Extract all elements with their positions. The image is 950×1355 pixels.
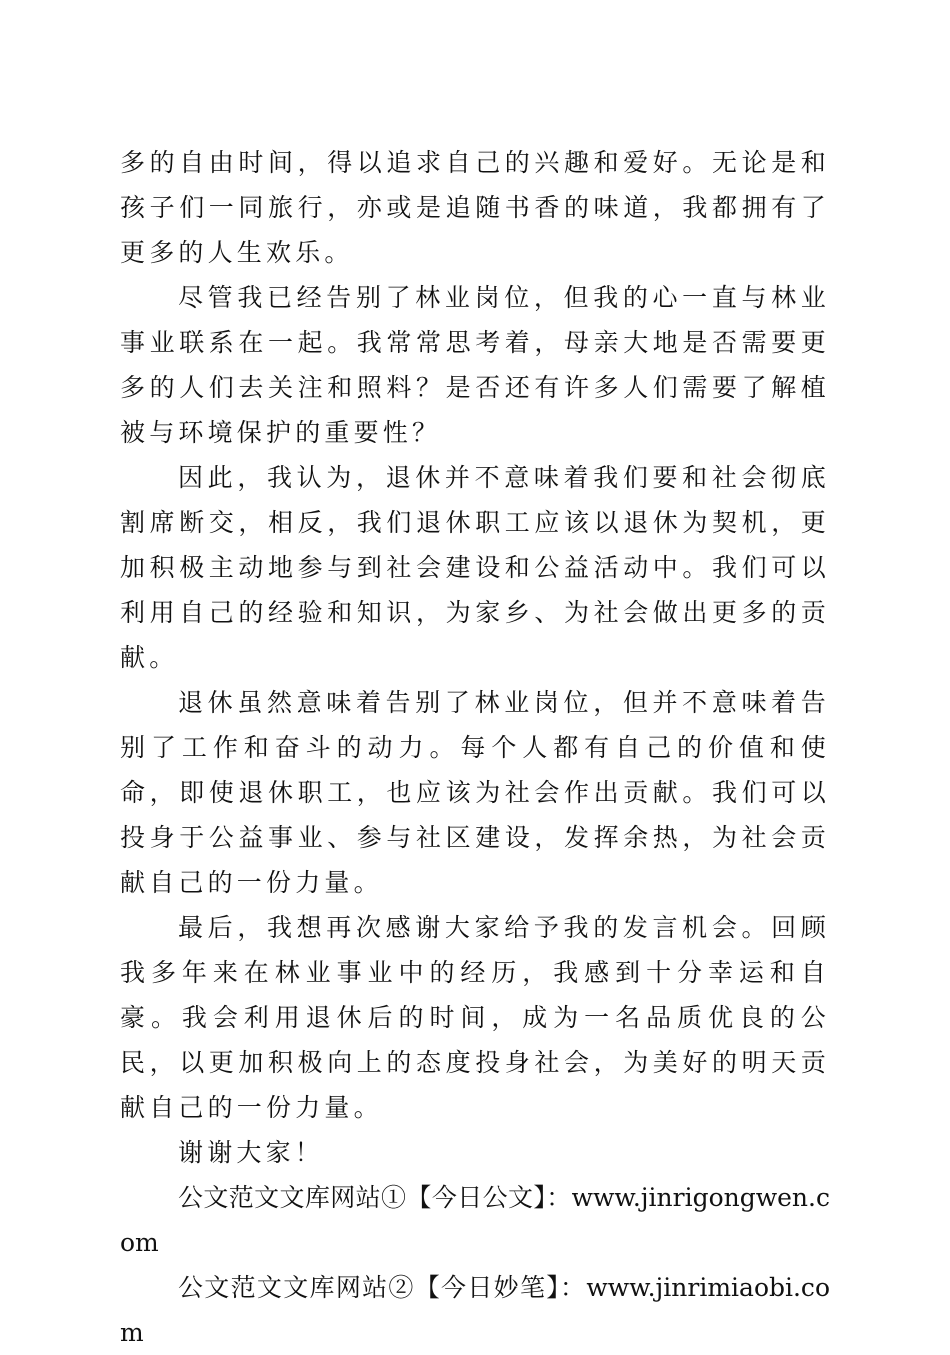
document-body	[120, 140, 830, 1355]
paragraph: 因此，我认为，退休并不意味着我们要和社会彻底割席断交，相反，我们退休职工应该以退休为契机，更加积极主动地参与到社会建设和公益活动中。我们可以利用自己的经验和知识，为家乡、为社会做出更多的贡献。	[120, 463, 830, 672]
paragraph-continuation: 多的自由时间，得以追求自己的兴趣和爱好。无论是和孩子们一同旅行，亦或是追随书香的味道，我都拥有了更多的人生欢乐。	[120, 148, 830, 267]
footer-link-1: 公文范文文库网站①【今日公文】：www.jinrigongwen.com	[120, 1183, 830, 1257]
paragraph: 退休虽然意味着告别了林业岗位，但并不意味着告别了工作和奋斗的动力。每个人都有自己的价值和使命，即使退休职工，也应该为社会作出贡献。我们可以投身于公益事业、参与社区建设，发挥余热，为社会贡献自己的一份力量。	[120, 688, 830, 897]
paragraph: 尽管我已经告别了林业岗位，但我的心一直与林业事业联系在一起。我常常思考着，母亲大地是否需要更多的人们去关注和照料？是否还有许多人们需要了解植被与环境保护的重要性？	[120, 283, 830, 447]
paragraph: 最后，我想再次感谢大家给予我的发言机会。回顾我多年来在林业事业中的经历，我感到十分幸运和自豪。我会利用退休后的时间，成为一名品质优良的公民，以更加积极向上的态度投身社会，为美好的明天贡献自己的一份力量。	[120, 913, 830, 1122]
closing-thanks: 谢谢大家！	[178, 1138, 325, 1167]
footer-link-2: 公文范文文库网站②【今日妙笔】：www.jinrimiaobi.com	[120, 1273, 830, 1347]
